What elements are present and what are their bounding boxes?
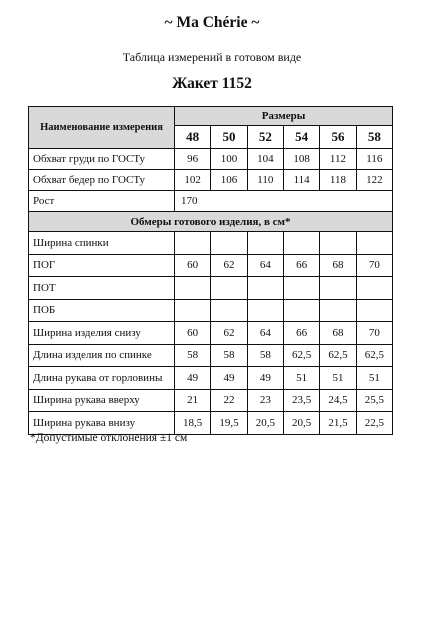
value-cell: 64	[247, 254, 283, 277]
size-cell: 50	[211, 126, 247, 149]
value-cell	[320, 299, 356, 322]
table-row	[29, 412, 393, 435]
height-value: 170	[175, 191, 393, 212]
row-label: Обхват бедер по ГОСТу	[29, 170, 175, 191]
row-label: Ширина рукава вверху	[29, 389, 175, 412]
row-label: ПОТ	[29, 277, 175, 300]
value-cell: 51	[320, 367, 356, 390]
value-cell	[320, 277, 356, 300]
value-cell: 104	[247, 149, 283, 170]
product-title: Жакет 1152	[172, 75, 252, 92]
value-cell: 62	[211, 322, 247, 345]
value-cell: 21,5	[320, 412, 356, 435]
value-cell: 110	[247, 170, 283, 191]
value-cell: 19,5	[211, 412, 247, 435]
sizes-header: Размеры	[175, 107, 393, 126]
size-cell: 48	[175, 126, 211, 149]
table-row	[29, 367, 393, 390]
value-cell	[320, 232, 356, 255]
value-cell: 68	[320, 322, 356, 345]
value-cell: 23	[247, 389, 283, 412]
value-cell	[211, 299, 247, 322]
value-cell: 66	[283, 322, 319, 345]
value-cell: 49	[175, 367, 211, 390]
value-cell: 22	[211, 389, 247, 412]
value-cell: 96	[175, 149, 211, 170]
row-label: Рост	[29, 191, 175, 212]
table-subtitle: Таблица измерений в готовом виде	[122, 50, 302, 64]
value-cell: 66	[283, 254, 319, 277]
measurement-table	[28, 106, 393, 435]
value-cell: 25,5	[356, 389, 392, 412]
value-cell: 62,5	[356, 344, 392, 367]
value-cell: 118	[320, 170, 356, 191]
footnote: *Допустимые отклонения ±1 см	[30, 432, 188, 444]
table-row	[29, 149, 393, 170]
value-cell: 64	[247, 322, 283, 345]
table-row	[29, 254, 393, 277]
value-cell: 116	[356, 149, 392, 170]
value-cell: 60	[175, 254, 211, 277]
value-cell: 24,5	[320, 389, 356, 412]
row-label: Длина рукава от горловины	[29, 367, 175, 390]
value-cell: 70	[356, 322, 392, 345]
value-cell	[175, 232, 211, 255]
size-cell: 54	[283, 126, 319, 149]
value-cell: 112	[320, 149, 356, 170]
value-cell: 102	[175, 170, 211, 191]
value-cell: 23,5	[283, 389, 319, 412]
row-label: ПОГ	[29, 254, 175, 277]
value-cell: 68	[320, 254, 356, 277]
table-row	[29, 299, 393, 322]
section-header: Обмеры готового изделия, в см*	[29, 212, 393, 232]
table-row	[29, 389, 393, 412]
value-cell: 70	[356, 254, 392, 277]
value-cell	[211, 232, 247, 255]
value-cell	[247, 299, 283, 322]
height-row	[29, 191, 393, 212]
value-cell: 62,5	[320, 344, 356, 367]
name-column-header: Наименование измерения	[29, 107, 175, 149]
value-cell: 114	[283, 170, 319, 191]
value-cell: 58	[211, 344, 247, 367]
value-cell	[356, 277, 392, 300]
row-label: Длина изделия по спинке	[29, 344, 175, 367]
value-cell: 60	[175, 322, 211, 345]
value-cell	[356, 299, 392, 322]
value-cell: 58	[175, 344, 211, 367]
value-cell: 20,5	[283, 412, 319, 435]
value-cell: 22,5	[356, 412, 392, 435]
value-cell: 20,5	[247, 412, 283, 435]
row-label: Ширина изделия снизу	[29, 322, 175, 345]
value-cell: 58	[247, 344, 283, 367]
value-cell: 51	[356, 367, 392, 390]
value-cell: 106	[211, 170, 247, 191]
value-cell	[247, 232, 283, 255]
value-cell: 108	[283, 149, 319, 170]
value-cell: 49	[247, 367, 283, 390]
value-cell: 18,5	[175, 412, 211, 435]
value-cell	[283, 299, 319, 322]
size-cell: 56	[320, 126, 356, 149]
value-cell	[356, 232, 392, 255]
value-cell: 122	[356, 170, 392, 191]
value-cell: 62	[211, 254, 247, 277]
value-cell	[283, 232, 319, 255]
table-row	[29, 344, 393, 367]
value-cell	[175, 299, 211, 322]
row-label: Ширина рукава внизу	[29, 412, 175, 435]
value-cell: 51	[283, 367, 319, 390]
table-row	[29, 170, 393, 191]
value-cell	[211, 277, 247, 300]
value-cell: 62,5	[283, 344, 319, 367]
brand-title: ~ Ma Chérie ~	[164, 14, 260, 31]
row-label: Обхват груди по ГОСТу	[29, 149, 175, 170]
value-cell	[283, 277, 319, 300]
row-label: ПОБ	[29, 299, 175, 322]
table-row	[29, 232, 393, 255]
size-cell: 52	[247, 126, 283, 149]
value-cell	[175, 277, 211, 300]
table-row	[29, 322, 393, 345]
value-cell: 100	[211, 149, 247, 170]
size-cell: 58	[356, 126, 392, 149]
value-cell	[247, 277, 283, 300]
table-row	[29, 277, 393, 300]
value-cell: 49	[211, 367, 247, 390]
row-label: Ширина спинки	[29, 232, 175, 255]
value-cell: 21	[175, 389, 211, 412]
